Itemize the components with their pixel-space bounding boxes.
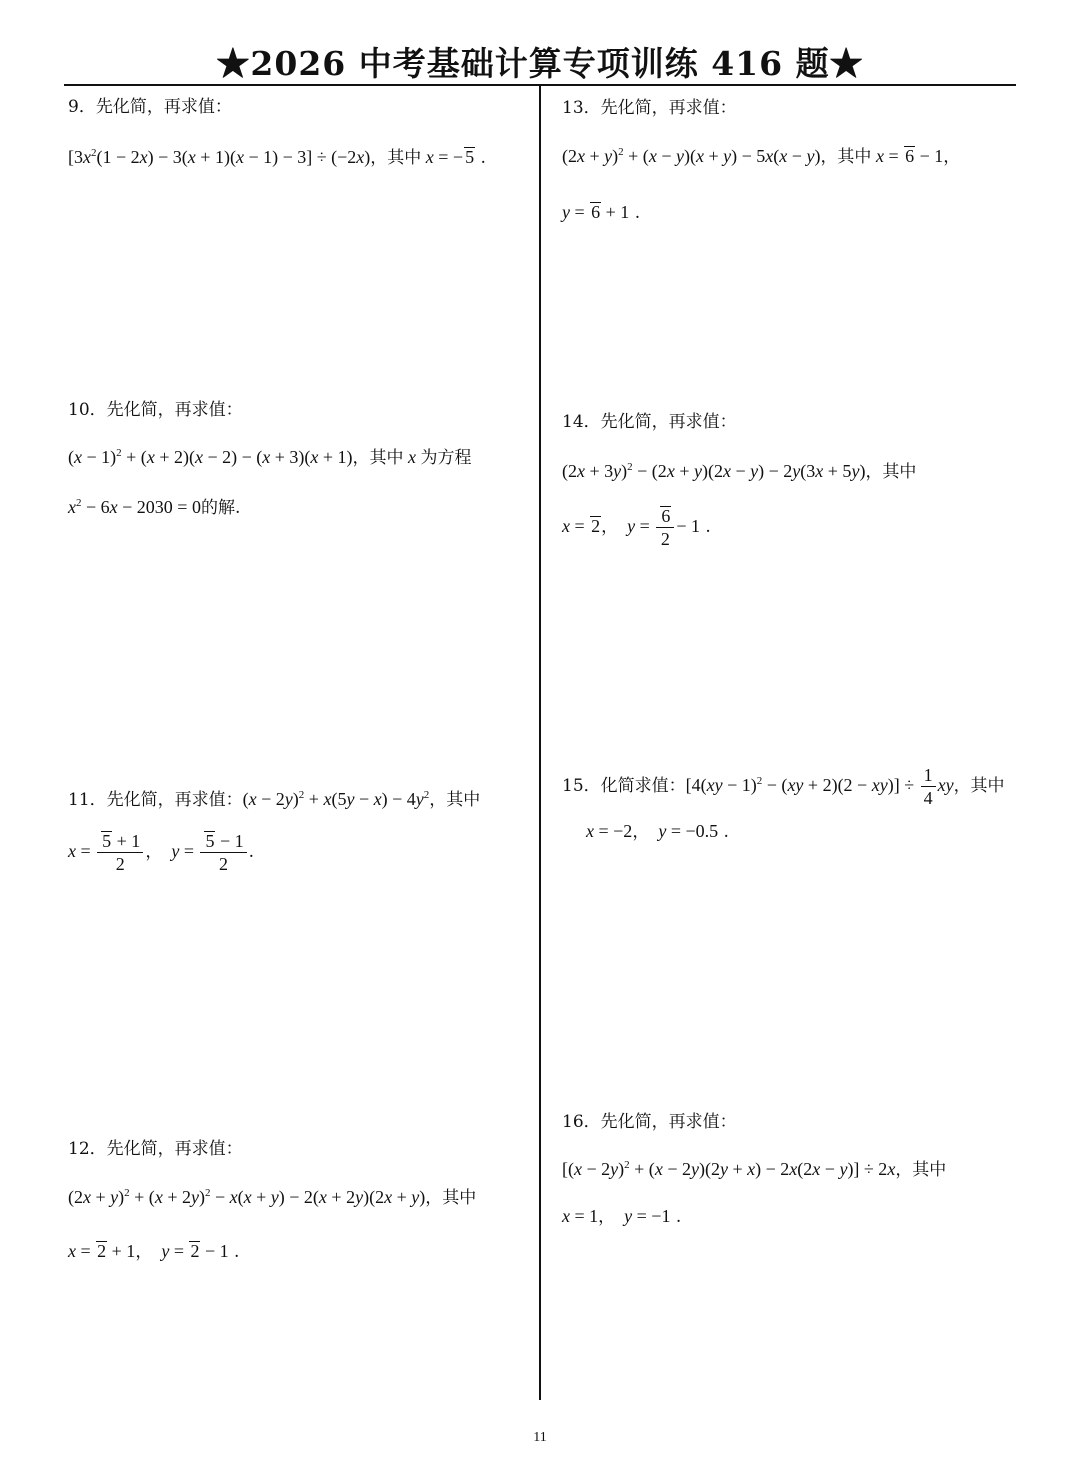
problem-10-condition: $x^2 - 6x - 2030 = 0$的解. (68, 497, 241, 518)
problem-13-values: y = 6 + 1 . (562, 202, 641, 223)
problem-15-values: x = −2， y = −0.5 . (586, 821, 729, 842)
problem-9-expression: $[3x^2(1 - 2x) - 3(x + 1)(x - 1) - 3] \div (-2x)$，其中 x = − 5 . (68, 147, 486, 168)
problem-10-header: 10．先化简，再求值： (68, 400, 243, 420)
page-title: ★2026 中考基础计算专项训练 416 题★ (216, 44, 864, 83)
problem-16-expression: $[(x - 2y)^2 + (x - 2y)(2y + x) - 2x(2x - y)] \div 2x$，其中 (562, 1159, 947, 1180)
problem-13-header: 13．先化简，再求值： (562, 98, 737, 118)
problem-16-values: x = 1， y = −1 . (562, 1206, 682, 1227)
column-divider (539, 86, 541, 1400)
problem-12-header: 12．先化简，再求值： (68, 1139, 243, 1159)
problem-14-values: x = 2， y = $\frac{6}{2}$ − 1 . (562, 506, 711, 549)
problem-12-values: x = 2 + 1， y = 2 − 1 . (68, 1241, 240, 1262)
problem-16-header: 16．先化简，再求值： (562, 1112, 737, 1132)
problem-11-header: 11．先化简，再求值：$(x - 2y)^2 + x(5y - x) - 4y^2$，其中 (68, 789, 481, 810)
problem-13-expression: $(2x + y)^2 + (x - y)(x + y) - 5x(x - y)$，其中 x = 6 − 1， (562, 146, 961, 167)
problem-12-expression: $(2x + y)^2 + (x + 2y)^2 - x(x + y) - 2(x + 2y)(2x + y)$，其中 (68, 1187, 477, 1208)
problem-14-header: 14．先化简，再求值： (562, 412, 737, 432)
page-number: 11 (533, 1430, 547, 1445)
problem-15-header: 15．化简求值：[4(xy − 1)$^2$ − (xy + 2)(2 − xy)] ÷ $\frac{1}{4}$ xy，其中 (562, 765, 1005, 808)
problem-14-expression: $(2x + 3y)^2 - (2x + y)(2x - y) - 2y(3x + 5y)$，其中 (562, 461, 917, 482)
problem-10-expression: $(x - 1)^2 + (x + 2)(x - 2) - (x + 3)(x + 1)$，其中 x 为方程 (68, 447, 472, 468)
problem-9-header: 9．先化简，再求值： (68, 97, 232, 117)
problem-11-values: x = $\frac{5 + 1}{2}$ ， y = $\frac{5 - 1}{2}$ . (68, 831, 255, 874)
